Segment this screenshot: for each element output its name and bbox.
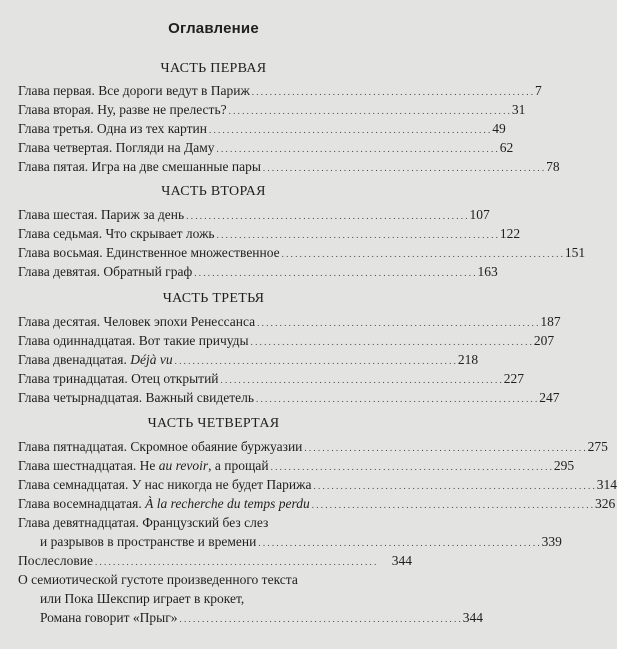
toc-entry <box>40 608 484 627</box>
page-number: 218 <box>457 352 479 367</box>
toc-entry <box>18 350 479 369</box>
toc-entry <box>18 437 608 456</box>
leader-dots <box>282 243 563 264</box>
entry-title: Глава первая. Все дороги ведут в Париж <box>18 83 250 98</box>
entry-title <box>18 456 269 475</box>
page-number: 49 <box>492 121 506 136</box>
entry-title: Романа говорит «Прыг» <box>40 610 178 625</box>
entry-title: Глава одиннадцатая. Вот такие причуды <box>18 333 249 348</box>
entry-title-prefix: Глава двенадцатая. <box>18 352 131 367</box>
page-number: 7 <box>535 83 542 98</box>
entry-title: Глава четырнадцатая. Важный свидетель <box>18 390 255 405</box>
toc-entry <box>18 369 525 388</box>
leader-dots <box>229 100 510 121</box>
entry-title: Глава пятнадцатая. Скромное обаяние буржуазии <box>18 439 303 454</box>
entry-title-line: Глава девятнадцатая. Французский без слез <box>18 515 269 530</box>
leader-dots <box>221 369 502 390</box>
page-number: 275 <box>587 439 608 454</box>
toc-entry <box>40 532 562 551</box>
toc-entry <box>18 475 617 494</box>
toc-entry <box>18 551 412 570</box>
entry-title-foreign: Déjà vu <box>130 352 173 367</box>
page-number: 62 <box>499 140 514 155</box>
leader-dots <box>313 475 594 496</box>
page-number: 151 <box>564 245 586 260</box>
entry-title: Глава пятая. Игра на две смешанные пары <box>18 159 261 174</box>
toc-entry <box>18 494 616 513</box>
page-number: 344 <box>391 553 412 568</box>
page-number: 78 <box>546 159 560 174</box>
page-number: 122 <box>499 226 521 241</box>
toc-entry <box>18 243 586 262</box>
entry-title: Глава тринадцатая. Отец открытий <box>18 371 219 386</box>
toc-entry <box>18 312 561 331</box>
entry-title <box>18 494 310 513</box>
entry-title-foreign: À la recherche du temps perdu <box>145 496 310 511</box>
leader-dots <box>263 157 544 178</box>
part-title-1: ЧАСТЬ ПЕРВАЯ <box>160 61 267 76</box>
entry-title: Глава вторая. Ну, разве не прелесть? <box>18 102 227 117</box>
part-title-4: ЧАСТЬ ЧЕТВЕРТАЯ <box>147 416 280 431</box>
page-number: 295 <box>553 458 575 473</box>
part-title-3: ЧАСТЬ ТРЕТЬЯ <box>162 291 265 306</box>
entry-title-prefix: Глава шестнадцатая. Не <box>18 458 159 473</box>
page-number: 339 <box>541 534 562 549</box>
leader-dots <box>209 119 490 140</box>
toc-entry <box>18 100 526 119</box>
page-number: 207 <box>533 333 555 348</box>
toc-entry <box>18 224 521 243</box>
toc-entry <box>18 456 575 475</box>
page-number: 344 <box>462 610 484 625</box>
entry-title-line: О семиотической густоте произведенного текста <box>18 572 298 587</box>
entry-title-foreign: au revoir <box>158 458 209 473</box>
leader-dots <box>251 331 532 352</box>
toc-entry <box>18 157 560 176</box>
page-number: 163 <box>477 264 498 279</box>
entry-title: Глава семнадцатая. У нас никогда не будет Парижа <box>18 477 312 492</box>
leader-dots <box>180 608 461 629</box>
page-number: 31 <box>511 102 526 117</box>
leader-dots <box>95 551 390 572</box>
leader-dots <box>175 350 456 371</box>
leader-dots <box>217 138 498 159</box>
page-number: 326 <box>594 496 616 511</box>
entry-title <box>18 350 173 369</box>
leader-dots <box>257 312 538 333</box>
part-title-2: ЧАСТЬ ВТОРАЯ <box>161 184 266 199</box>
entry-title: и разрывов в пространстве и времени <box>40 534 257 549</box>
leader-dots <box>258 532 539 553</box>
toc-entry <box>18 138 514 157</box>
leader-dots <box>312 494 593 515</box>
page-number: 107 <box>469 207 490 222</box>
entry-title: Глава седьмая. Что скрывает ложь <box>18 226 215 241</box>
entry-title: Глава десятая. Человек эпохи Ренессанса <box>18 314 256 329</box>
entry-title-line: или Пока Шекспир играет в крокет, <box>40 591 245 606</box>
entry-title: Глава восьмая. Единственное множественное <box>18 245 280 260</box>
entry-title: Глава четвертая. Погляди на Даму <box>18 140 215 155</box>
leader-dots <box>194 262 475 283</box>
toc-entry <box>18 262 498 281</box>
leader-dots <box>252 81 533 102</box>
leader-dots <box>256 388 537 409</box>
toc-entry <box>18 119 506 138</box>
leader-dots <box>304 437 585 458</box>
entry-title-suffix: , а прощай <box>208 458 269 473</box>
entry-title: Послесловие <box>18 553 93 568</box>
page-number: 227 <box>503 371 525 386</box>
toc-entry <box>18 205 490 224</box>
toc-entry <box>18 331 555 350</box>
entry-title-prefix: Глава восемнадцатая. <box>18 496 146 511</box>
leader-dots <box>186 205 467 226</box>
entry-title: Глава третья. Одна из тех картин <box>18 121 207 136</box>
page-number: 247 <box>539 390 560 405</box>
page-title: Оглавление <box>168 20 259 37</box>
page-number: 187 <box>540 314 561 329</box>
entry-title: Глава девятая. Обратный граф <box>18 264 193 279</box>
entry-title: Глава шестая. Париж за день <box>18 207 185 222</box>
toc-entry <box>18 388 560 407</box>
leader-dots <box>271 456 552 477</box>
toc-entry <box>18 81 542 100</box>
leader-dots <box>217 224 498 245</box>
page-number: 314 <box>596 477 617 492</box>
